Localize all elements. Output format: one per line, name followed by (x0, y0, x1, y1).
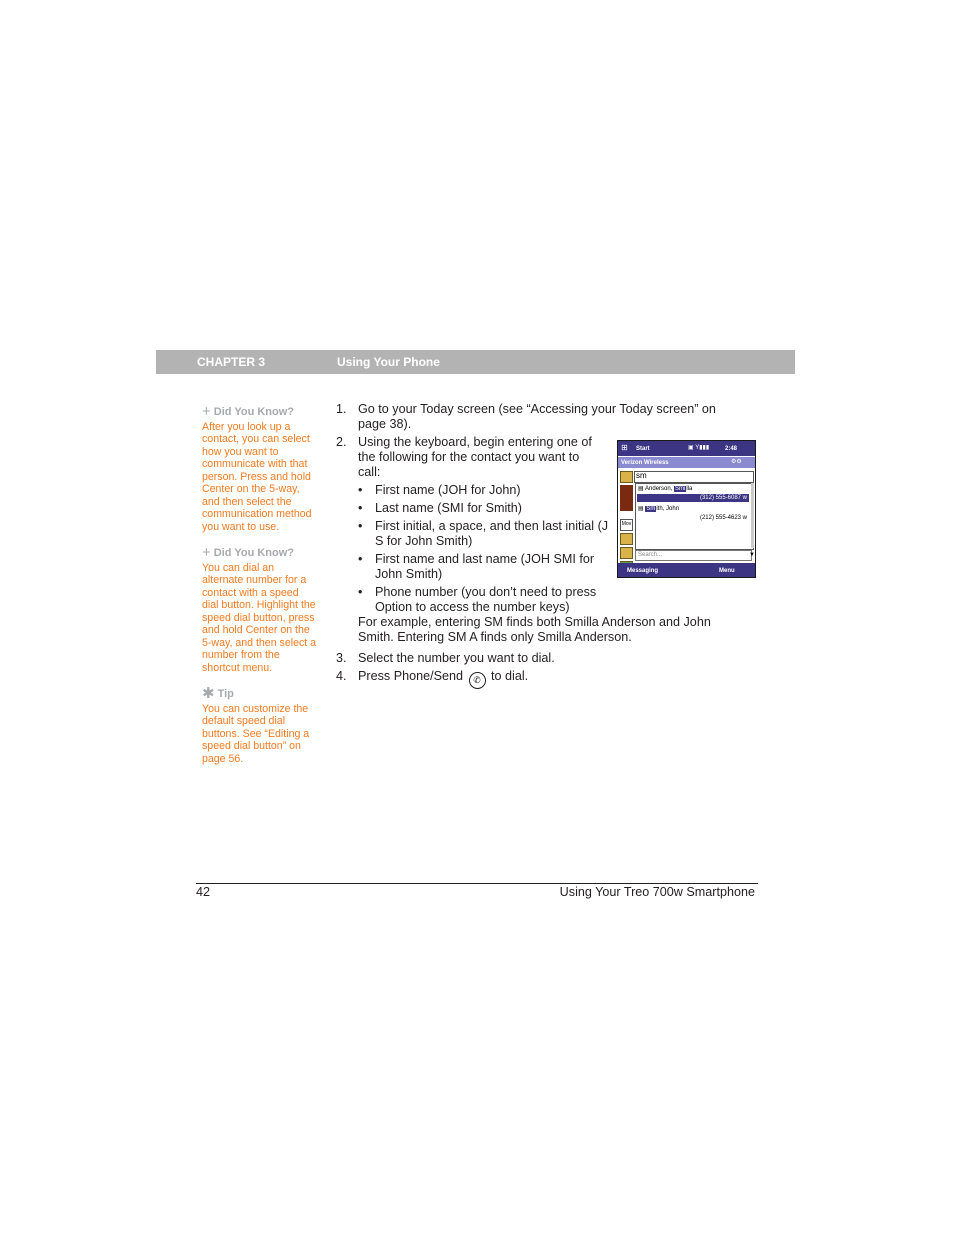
carrier-bar (618, 457, 755, 468)
scrollbar[interactable] (751, 483, 754, 548)
title-bar (618, 441, 755, 456)
step-number: 1. (336, 402, 347, 416)
did-you-know-note-1 (202, 403, 317, 533)
step-number: 3. (336, 651, 347, 665)
contact-card-icon: ▤ (638, 486, 644, 492)
plus-icon: + (202, 403, 211, 421)
phone-send-icon: ✆ (469, 672, 486, 689)
windows-logo-icon: ⊞ (621, 443, 628, 452)
asterisk-icon: ✱ (202, 685, 215, 703)
did-you-know-note-2 (202, 544, 317, 674)
menu-softkey[interactable]: Menu (719, 568, 735, 574)
step-text: Select the number you want to dial. (358, 651, 555, 665)
note-title: Did You Know? (213, 406, 295, 418)
list-item: • Phone number (you don’t need to press Option to access the number keys) (358, 585, 635, 615)
plus-icon: + (202, 544, 211, 562)
messaging-softkey[interactable]: Messaging (627, 568, 659, 574)
signal-icon: ▣ Y▮▮▮ (688, 445, 710, 451)
mov-label: Mov (620, 519, 633, 531)
contact-search-input[interactable] (634, 471, 754, 483)
carrier-name: Verizon Wireless (621, 460, 669, 466)
step-number: 4. (336, 669, 347, 683)
step-text: to dial. (491, 669, 529, 683)
today-icons (620, 471, 634, 571)
chapter-label: CHAPTER 3 (197, 355, 266, 369)
step-3 (336, 651, 746, 666)
example-text: For example, entering SM finds both Smilla Anderson and John Smith. Entering SM A finds only Smilla Anderson. (358, 615, 711, 644)
sidebar-notes (202, 403, 317, 779)
step-4 (336, 669, 746, 689)
photo-thumbnail (620, 485, 633, 511)
note-title: Did You Know? (213, 547, 295, 559)
start-menu[interactable]: Start (636, 446, 650, 452)
gear-icon: ⚙⚙ (731, 459, 742, 465)
list-item[interactable]: ▤ Smith, John (638, 506, 680, 512)
search-field[interactable]: Search... (635, 550, 752, 561)
book-title: Using Your Treo 700w Smartphone (559, 885, 755, 899)
page-number: 42 (196, 885, 211, 899)
phone-icon (620, 471, 633, 483)
calendar-icon (620, 533, 633, 545)
list-item: • Last name (SMI for Smith) (358, 501, 611, 516)
tip-note (202, 685, 317, 765)
step-text: Using the keyboard, begin entering one of the following for the contact you want to call: (358, 435, 592, 479)
list-item[interactable]: ▤ Anderson, Smilla (638, 486, 693, 492)
note-text: You can customize the default speed dial buttons. See “Editing a speed dial button” on page 56. (202, 702, 310, 765)
phone-screenshot (617, 440, 756, 578)
step-number: 2. (336, 435, 347, 449)
list-item: • First initial, a space, and then last initial (J S for John Smith) (358, 519, 611, 549)
chapter-header-bar (156, 350, 795, 374)
softkey-bar (618, 563, 755, 577)
note-text: After you look up a contact, you can select how you want to communicate with that person. Press and hold Center on the 5-way, and then select the communication method you want to use. (202, 420, 312, 533)
clock: 2:48 (725, 446, 738, 452)
section-title: Using Your Phone (337, 355, 440, 369)
step-text: Go to your Today screen (see “Accessing your Today screen” on page 38). (358, 402, 716, 431)
note-text: You can dial an alternate number for a contact with a speed dial button. Highlight the speed dial button, press and hold Center on the 5-way, and then select a number from the shortcut menu. (202, 561, 317, 674)
typed-text: sm (636, 471, 647, 480)
list-item: • First name (JOH for John) (358, 483, 611, 498)
list-item: • First name and last name (JOH SMI for John Smith) (358, 552, 611, 582)
contact-card-icon: ▤ (638, 506, 644, 512)
selected-number[interactable]: (312) 555-6087 w (637, 494, 749, 502)
tasks-icon (620, 547, 633, 559)
contact-results (635, 483, 754, 550)
list-item[interactable]: (212) 555-4623 w (699, 515, 747, 521)
footer-divider (196, 883, 758, 884)
step-1 (336, 402, 746, 432)
chevron-down-icon[interactable]: ▼ (749, 552, 755, 558)
note-title: Tip (217, 688, 234, 700)
step-text: Press Phone/Send (358, 669, 464, 683)
